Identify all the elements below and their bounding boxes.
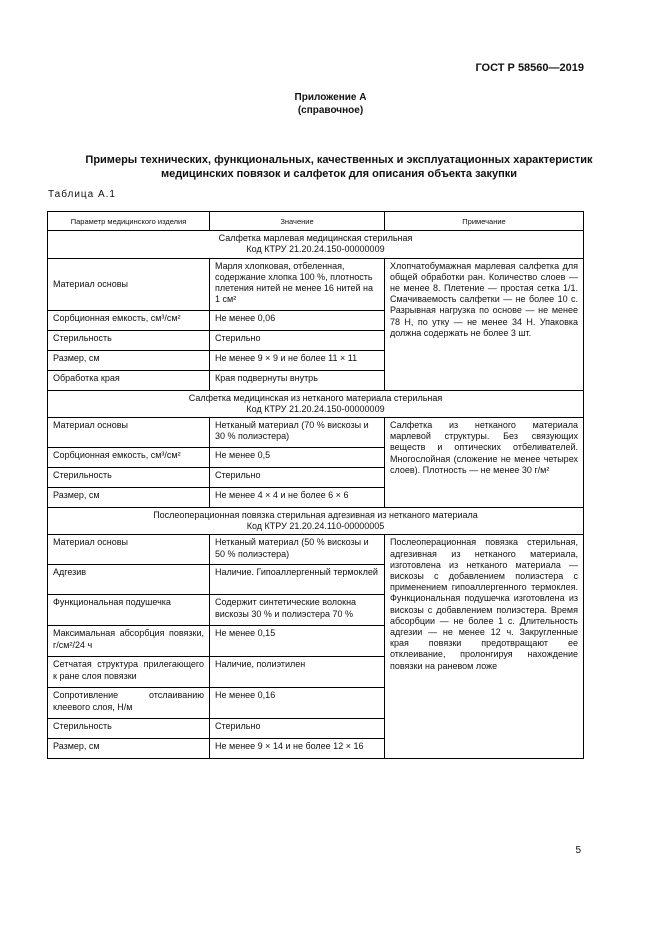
table-row xyxy=(48,418,584,448)
parameter-cell: Сорбционная емкость, см³/см² xyxy=(48,448,210,468)
parameter-cell: Размер, см xyxy=(48,739,210,759)
parameter-cell: Сопротивление отслаиванию клеевого слоя, Н/м xyxy=(48,688,210,719)
document-title-line-2: медицинских повязок и салфеток для описания объекта закупки xyxy=(160,168,518,180)
section-code: Код КТРУ 21.20.24.150-00000009 xyxy=(246,403,385,414)
column-header-parameter: Параметр медицинского изделия xyxy=(48,212,210,231)
standard-number: ГОСТ Р 58560—2019 xyxy=(475,62,584,74)
parameter-cell: Материал основы xyxy=(48,418,210,448)
annex-subtitle: (справочное) xyxy=(297,105,364,116)
value-cell: Нетканый материал (50 % вискозы и 50 % полиэстера) xyxy=(210,535,385,565)
document-title-line-1: Примеры технических, функциональных, качественных и эксплуатационных характеристик xyxy=(85,154,593,166)
parameter-cell: Стерильность xyxy=(48,468,210,488)
characteristics-table xyxy=(47,211,584,759)
page-number: 5 xyxy=(575,845,581,856)
annex-title: Приложение А xyxy=(294,92,367,103)
section-header xyxy=(48,231,584,258)
column-header-value: Значение xyxy=(210,212,385,231)
value-cell: Наличие, полиэтилен xyxy=(210,657,385,688)
parameter-cell: Максимальная абсорбция повязки, г/см²/24 ч xyxy=(48,626,210,657)
parameter-cell: Адгезив xyxy=(48,565,210,595)
parameter-cell: Материал основы xyxy=(48,535,210,565)
document-title xyxy=(48,153,630,181)
parameter-cell: Обработка края xyxy=(48,370,210,390)
table-row xyxy=(48,535,584,565)
parameter-cell: Размер, см xyxy=(48,488,210,508)
note-cell: Салфетка из нетканого материала марлевой структуры. Без связующих веществ и оптических отбеливателей. Многослойная (сложение не менее четырех слоев). Плотность — не менее 30 г/м² xyxy=(385,418,584,508)
value-cell: Наличие. Гипоаллергенный термоклей xyxy=(210,565,385,595)
value-cell: Не менее 4 × 4 и не более 6 × 6 xyxy=(210,488,385,508)
value-cell: Нетканый материал (70 % вискозы и 30 % полиэстера) xyxy=(210,418,385,448)
value-cell: Стерильно xyxy=(210,330,385,350)
parameter-cell: Размер, см xyxy=(48,350,210,370)
parameter-cell: Материал основы xyxy=(48,258,210,310)
annex-heading xyxy=(0,91,661,117)
parameter-cell: Функциональная подушечка xyxy=(48,595,210,626)
value-cell: Марля хлопковая, отбеленная, содержание хлопка 100 %, плотность плетения нитей не менее 16 нитей на 1 см² xyxy=(210,258,385,310)
value-cell: Края подвернуты внутрь xyxy=(210,370,385,390)
parameter-cell: Стерильность xyxy=(48,330,210,350)
table-row xyxy=(48,258,584,310)
section-header-row xyxy=(48,231,584,258)
section-title: Салфетка марлевая медицинская стерильная xyxy=(218,233,413,244)
table-header-row xyxy=(48,212,584,231)
value-cell: Не менее 0,16 xyxy=(210,688,385,719)
section-header-row xyxy=(48,508,584,535)
note-cell: Послеоперационная повязка стерильная, адгезивная из нетканого материала, изготовлена из нетканого материала — вискозы с добавлением полиэстера с применением гипоаллергенного термоклея. Функциональная подушечка изготовлена из вискозы с добавлением полиэстера. Время абсорбции — не более 1 с. Длительность адгезии — не менее 12 ч. Закругленные края повязки предотвращают ее отклеивание, пролонгируя нахождение повязки на раневом ложе xyxy=(385,535,584,759)
note-cell: Хлопчатобумажная марлевая салфетка для общей обработки ран. Количество слоев — не менее 8. Плетение — простая сетка 1/1. Смачиваемость салфетки — не более 10 с. Разрывная нагрузка по основе — не менее 78 Н, по утку — не менее 34 Н. Упаковка должна содержать не более 3 шт. xyxy=(385,258,584,390)
value-cell: Не менее 9 × 9 и не более 11 × 11 xyxy=(210,350,385,370)
value-cell: Не менее 0,15 xyxy=(210,626,385,657)
section-code: Код КТРУ 21.20.24.110-00000005 xyxy=(246,521,385,532)
table-label: Таблица А.1 xyxy=(48,189,116,200)
value-cell: Не менее 0,5 xyxy=(210,448,385,468)
parameter-cell: Сорбционная емкость, см³/см² xyxy=(48,310,210,330)
section-title: Салфетка медицинская из нетканого материала стерильная xyxy=(188,392,443,403)
section-header xyxy=(48,508,584,535)
value-cell: Содержит синтетические волокна вискозы 30 % и полиэстера 70 % xyxy=(210,595,385,626)
value-cell: Стерильно xyxy=(210,719,385,739)
value-cell: Стерильно xyxy=(210,468,385,488)
section-header xyxy=(48,390,584,417)
column-header-note: Примечание xyxy=(385,212,584,231)
value-cell: Не менее 0,06 xyxy=(210,310,385,330)
section-code: Код КТРУ 21.20.24.150-00000009 xyxy=(246,244,385,255)
parameter-cell: Стерильность xyxy=(48,719,210,739)
parameter-cell: Сетчатая структура прилегающего к ране слоя повязки xyxy=(48,657,210,688)
section-header-row xyxy=(48,390,584,417)
value-cell: Не менее 9 × 14 и не более 12 × 16 xyxy=(210,739,385,759)
section-title: Послеоперационная повязка стерильная адгезивная из нетканого материала xyxy=(153,510,478,521)
